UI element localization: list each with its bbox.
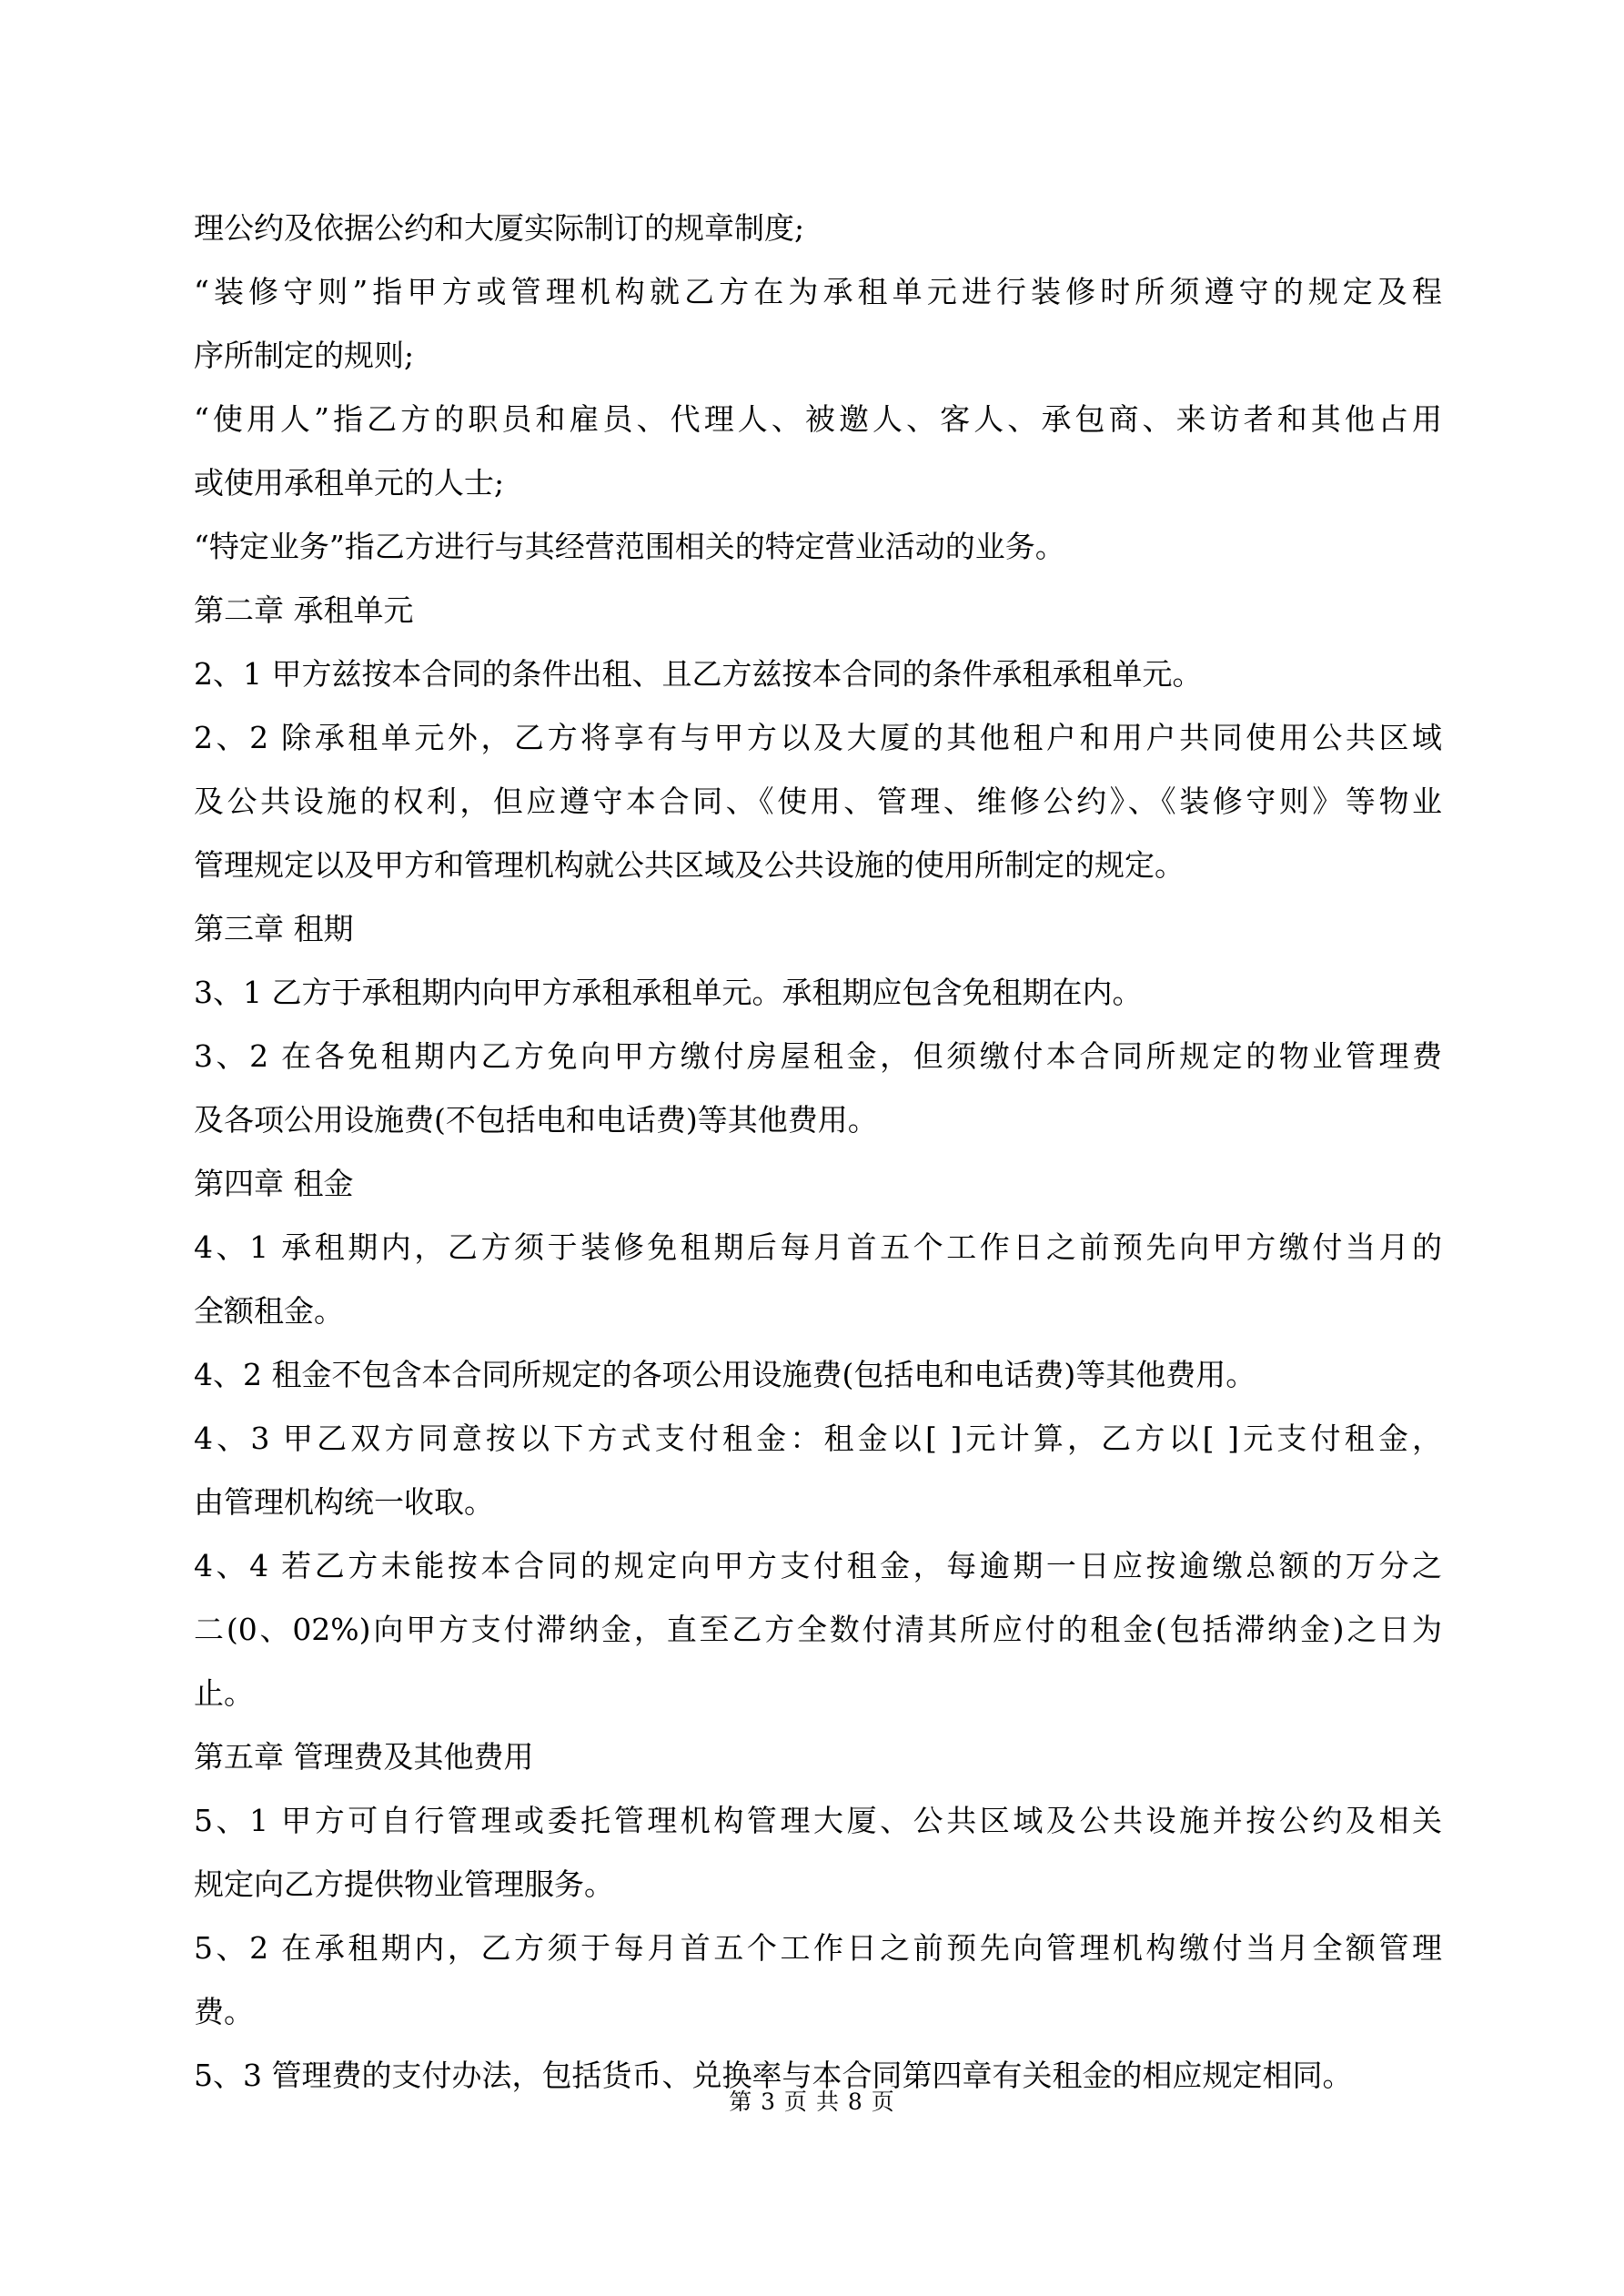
- text-line: “特定业务”指乙方进行与其经营范围相关的特定营业活动的业务。: [194, 529, 1065, 564]
- text-line: 规定向乙方提供物业管理服务。: [194, 1866, 614, 1902]
- chapter-heading-4: [194, 1152, 1442, 1216]
- text-line: “使用人”指乙方的职员和雇员、代理人、被邀人、客人、承包商、来访者和其他占用: [194, 401, 1442, 437]
- clause-3-1: [194, 961, 1442, 1025]
- clause-2-1: [194, 642, 1442, 706]
- chapter-title: 第四章 租金: [194, 1166, 354, 1201]
- text-line: 3、1 乙方于承租期内向甲方承租承租单元。承租期应包含免租期在内。: [194, 975, 1143, 1010]
- text-line: “装修守则”指甲方或管理机构就乙方在为承租单元进行装修时所须遵守的规定及程: [194, 274, 1442, 309]
- text-line: 序所制定的规则;: [194, 338, 415, 373]
- text-line: 5、3 管理费的支付办法，包括货币、兑换率与本合同第四章有关租金的相应规定相同。: [194, 2058, 1353, 2093]
- text-line: 4、4 若乙方未能按本合同的规定向甲方支付租金，每逾期一日应按逾缴总额的万分之: [194, 1548, 1442, 1583]
- chapter-title: 第五章 管理费及其他费用: [194, 1739, 534, 1775]
- chapter-title: 第二章 承租单元: [194, 592, 414, 628]
- text-line: 2、1 甲方兹按本合同的条件出租、且乙方兹按本合同的条件承租承租单元。: [194, 656, 1203, 692]
- chapter-title: 第三章 租期: [194, 911, 354, 946]
- paragraph-p4: [194, 515, 1442, 579]
- clause-3-2: [194, 1025, 1442, 1152]
- clause-5-2: [194, 1917, 1442, 2044]
- chapter-heading-3: [194, 897, 1442, 961]
- text-line: 由管理机构统一收取。: [194, 1484, 494, 1520]
- text-line: 2、2 除承租单元外，乙方将享有与甲方以及大厦的其他租户和用户共同使用公共区域: [194, 720, 1442, 755]
- text-line: 二(0、02%)向甲方支付滞纳金，直至乙方全数付清其所应付的租金(包括滞纳金)之日为: [194, 1612, 1442, 1647]
- chapter-heading-2: [194, 579, 1442, 642]
- paragraph-p1: [194, 197, 1442, 260]
- paragraph-p2: [194, 260, 1442, 388]
- clause-2-2: [194, 706, 1442, 897]
- text-line: 4、2 租金不包含本合同所规定的各项公用设施费(包括电和电话费)等其他费用。: [194, 1357, 1256, 1392]
- text-line: 5、1 甲方可自行管理或委托管理机构管理大厦、公共区域及公共设施并按公约及相关: [194, 1803, 1442, 1838]
- text-line: 4、3 甲乙双方同意按以下方式支付租金：租金以[ ]元计算，乙方以[ ]元支付租金，: [194, 1421, 1442, 1456]
- text-line: 及各项公用设施费(不包括电和电话费)等其他费用。: [194, 1102, 878, 1138]
- clause-5-1: [194, 1789, 1442, 1917]
- text-line: 4、1 承租期内，乙方须于装修免租期后每月首五个工作日之前预先向甲方缴付当月的: [194, 1229, 1442, 1265]
- clause-4-4: [194, 1534, 1442, 1725]
- text-line: 或使用承租单元的人士;: [194, 465, 505, 501]
- clause-4-2: [194, 1343, 1442, 1407]
- clause-4-3: [194, 1407, 1442, 1534]
- text-line: 理公约及依据公约和大厦实际制订的规章制度;: [194, 210, 805, 246]
- text-line: 全额租金。: [194, 1293, 344, 1329]
- page-footer: [0, 2084, 1624, 2120]
- clause-4-1: [194, 1216, 1442, 1343]
- text-line: 费。: [194, 1994, 254, 2029]
- chapter-heading-5: [194, 1725, 1442, 1789]
- text-line: 3、2 在各免租期内乙方免向甲方缴付房屋租金，但须缴付本合同所规定的物业管理费: [194, 1038, 1442, 1074]
- document-body: [194, 197, 1442, 2108]
- paragraph-p3: [194, 388, 1442, 515]
- text-line: 5、2 在承租期内，乙方须于每月首五个工作日之前预先向管理机构缴付当月全额管理: [194, 1930, 1442, 1966]
- text-line: 止。: [194, 1675, 254, 1711]
- page-number-label: 第 3 页 共 8 页: [729, 2089, 895, 2115]
- text-line: 管理规定以及甲方和管理机构就公共区域及公共设施的使用所制定的规定。: [194, 847, 1185, 883]
- text-line: 及公共设施的权利，但应遵守本合同、《使用、管理、维修公约》、《装修守则》等物业: [194, 784, 1442, 819]
